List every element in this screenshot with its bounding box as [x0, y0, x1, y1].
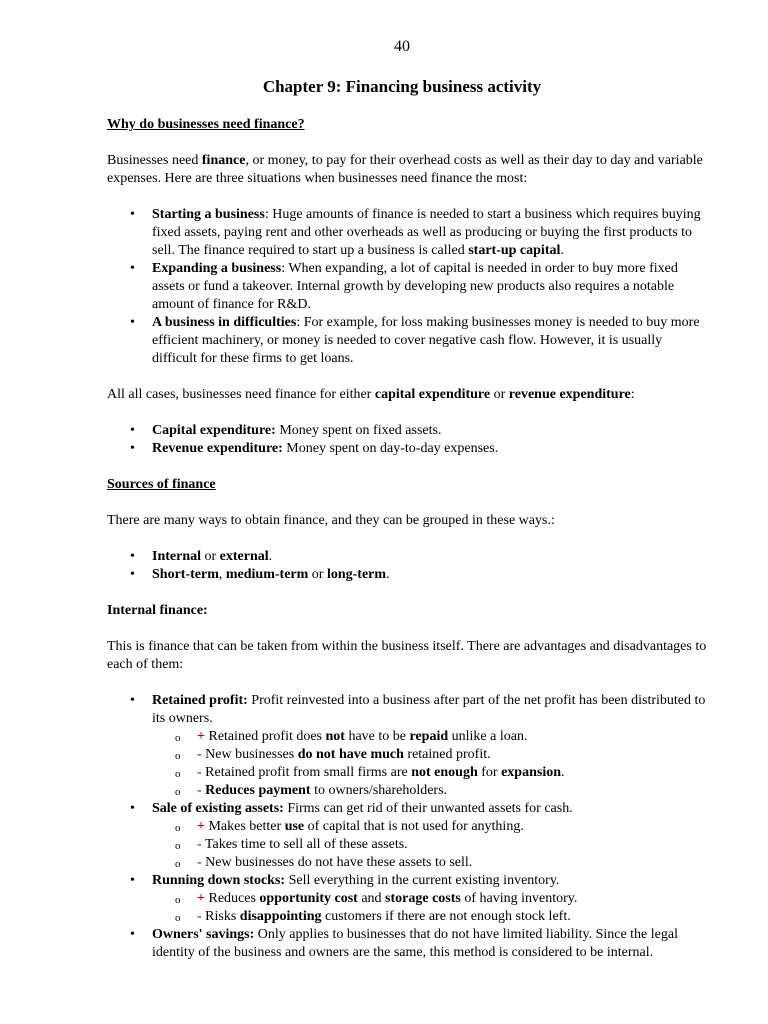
text: : Huge amounts of finance is needed to start a business which requires buying fixed assets, paying rent and other overheads as well as producing or buying the first products to sell. The finance required to start up a business is called [152, 207, 701, 258]
minus-sign: - [197, 855, 202, 870]
groups-list [107, 548, 707, 584]
sub-list [152, 728, 707, 800]
text: . [560, 243, 564, 258]
text: customers if there are not enough stock left. [321, 909, 571, 924]
text: Firms can get rid of their unwanted assets for cash. [283, 801, 573, 816]
sub-item [107, 908, 707, 926]
list-item [107, 800, 707, 872]
term: external [219, 549, 269, 564]
text: Money spent on fixed assets. [275, 423, 442, 438]
term: use [284, 819, 305, 834]
term: Capital expenditure: [152, 423, 276, 438]
plus-sign: + [197, 819, 205, 834]
term: Sale of existing assets: [152, 801, 284, 816]
minus-sign: - [197, 909, 202, 924]
page-number: 40 [394, 38, 410, 55]
list-item [107, 206, 707, 260]
text: to owners/shareholders. [310, 783, 448, 798]
term: Owners' savings: [152, 927, 255, 942]
text: or [201, 549, 220, 564]
term: disappointing [239, 909, 322, 924]
page-content [107, 116, 707, 962]
minus-sign: - [197, 783, 202, 798]
heading-why-finance: Why do businesses need finance? [107, 117, 305, 132]
text: : [630, 387, 635, 402]
text: Businesses need [107, 153, 202, 168]
term-finance: finance [201, 153, 246, 168]
text: : When expanding, a lot of capital is needed in order to buy more fixed assets or fund a takeover. Internal growth by developing new products also requires a notable amount of finance for R&D. [152, 261, 678, 312]
sub-item [107, 764, 707, 782]
sub-item [107, 836, 707, 854]
text: or [308, 567, 327, 582]
text: of capital that is not used for anything. [304, 819, 524, 834]
text: for [477, 765, 502, 780]
term: repaid [409, 729, 449, 744]
term: Internal [152, 549, 201, 564]
sub-item [107, 782, 707, 800]
text: Retained profit does [204, 729, 326, 744]
text: unlike a loan. [448, 729, 528, 744]
internal-sources-list [107, 692, 707, 962]
sub-item [107, 890, 707, 908]
term: Revenue expenditure: [152, 441, 283, 456]
sub-item [107, 818, 707, 836]
sub-item [107, 854, 707, 872]
sub-item [107, 728, 707, 746]
text: Money spent on day-to-day expenses. [282, 441, 499, 456]
text: . [268, 549, 273, 564]
text: Risks [201, 909, 240, 924]
chapter-title: Chapter 9: Financing business activity [262, 77, 542, 96]
text: and [357, 891, 386, 906]
minus-sign: - [197, 837, 202, 852]
term: not enough [411, 765, 478, 780]
sub-list [152, 818, 707, 872]
term: Reduces payment [205, 783, 311, 798]
text: . [561, 765, 565, 780]
term: A business in difficulties [152, 315, 297, 330]
internal-intro: This is finance that can be taken from within the business itself. There are advantages and disadvantages to each of them: [107, 639, 707, 672]
text: New businesses [201, 747, 298, 762]
text: or [490, 387, 509, 402]
expenditure-list [107, 422, 707, 458]
text: of having inventory. [460, 891, 578, 906]
sources-intro: There are many ways to obtain finance, and they can be grouped in these ways.: [107, 513, 555, 528]
text: Reduces [204, 891, 260, 906]
text: Sell everything in the current existing inventory. [285, 873, 560, 888]
term: revenue expenditure [508, 387, 631, 402]
list-item [107, 566, 707, 584]
plus-sign: + [197, 891, 205, 906]
term: Retained profit: [152, 693, 248, 708]
list-item [107, 548, 707, 566]
term: start-up capital [468, 243, 561, 258]
term: Running down stocks: [152, 873, 286, 888]
term: Short-term [152, 567, 219, 582]
text: . [386, 567, 390, 582]
heading-internal-finance: Internal finance: [107, 603, 208, 618]
term: medium-term [225, 567, 309, 582]
list-item [107, 314, 707, 368]
sub-list [152, 890, 707, 926]
list-item [107, 692, 707, 800]
sub-item [107, 746, 707, 764]
text: retained profit. [403, 747, 491, 762]
list-item [107, 440, 707, 458]
text: New businesses do not have these assets to sell. [201, 855, 473, 870]
term: Starting a business [152, 207, 265, 222]
list-item [107, 422, 707, 440]
situations-list [107, 206, 707, 368]
term: do not have much [297, 747, 404, 762]
plus-sign: + [197, 729, 205, 744]
term: opportunity cost [259, 891, 358, 906]
term: Expanding a business [152, 261, 282, 276]
text: , [218, 567, 226, 582]
text: All all cases, businesses need finance for either [107, 387, 375, 402]
text: : For example, for loss making businesses money is needed to buy more efficient machinery, or money is needed to cover negative cash flow. However, it is usually difficult for these firms to get loans. [152, 315, 700, 366]
term: capital expenditure [374, 387, 491, 402]
term: not [325, 729, 345, 744]
heading-sources: Sources of finance [107, 477, 216, 492]
text: Retained profit from small firms are [201, 765, 412, 780]
term: expansion [501, 765, 562, 780]
text: , or money, to pay for their overhead costs as well as their day to day and variable expenses. Here are three situations when businesses need finance the most: [107, 153, 703, 186]
text: Only applies to businesses that do not have limited liability. Since the legal identity of the business and owners are the same, this method is considered to be internal. [152, 927, 678, 960]
text: have to be [344, 729, 410, 744]
text: Makes better [204, 819, 285, 834]
intro-paragraph [107, 152, 707, 188]
minus-sign: - [197, 765, 202, 780]
list-item [107, 926, 707, 962]
list-item [107, 260, 707, 314]
term: long-term [326, 567, 387, 582]
all-cases-paragraph [107, 386, 707, 404]
minus-sign: - [197, 747, 202, 762]
list-item [107, 872, 707, 926]
text: Profit reinvested into a business after part of the net profit has been distributed to its owners. [152, 693, 706, 726]
term: storage costs [385, 891, 461, 906]
text: Takes time to sell all of these assets. [201, 837, 408, 852]
